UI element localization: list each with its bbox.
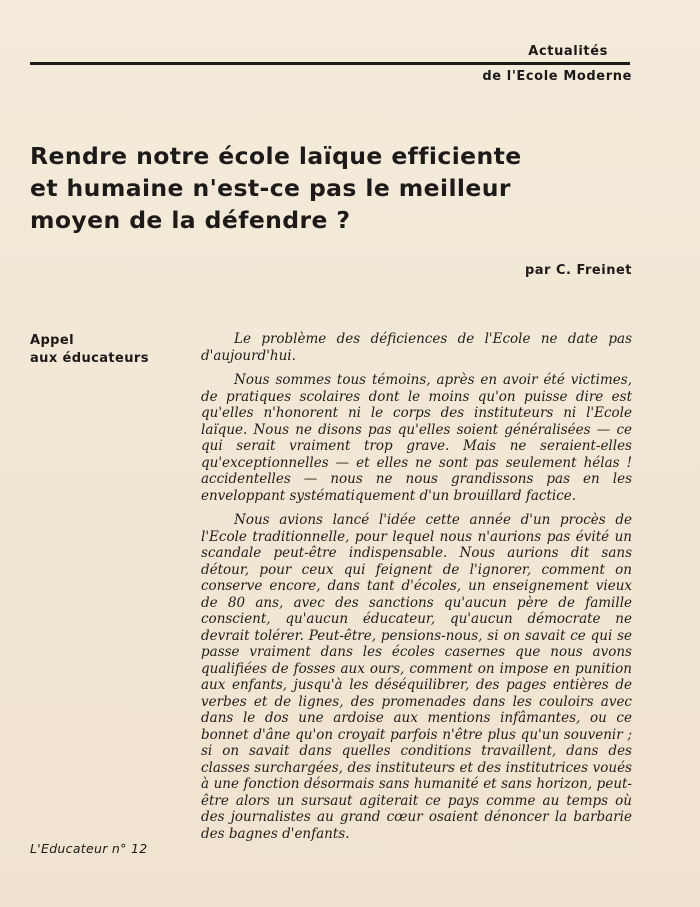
body-paragraph: Le problème des déficiences de l'Ecole ne date pas d'aujourd'hui.	[201, 331, 632, 364]
side-heading	[30, 332, 180, 368]
side-heading-line: Appel	[30, 333, 74, 348]
article-body	[201, 331, 632, 850]
section-rubric: Actualités	[528, 44, 608, 59]
article-title-line: Rendre notre école laïque efficiente	[30, 142, 522, 170]
journal-footer: L'Educateur n° 12	[30, 841, 148, 856]
body-paragraph: Nous avions lancé l'idée cette année d'un procès de l'Ecole traditionnelle, pour lequel nous n'aurions pas évité un scandale peut-être indispensable. Nous aurions dit sans détour, pour ceux qui feignent de l'ignorer, comment on conserve encore, dans tant d'écoles, un enseignement vieux de 80 ans, avec des sanctions qu'aucun père de famille conscient, qu'aucun éducateur, qu'aucun démocrate ne devrait tolérer. Peut-être, pensions-nous, si on savait ce qui se passe vraiment dans les écoles casernes que nous avons qualifiées de fosses aux ours, comment on impose en punition aux enfants, jusqu'à les déséquilibrer, des pages entières de verbes et de lignes, des promenades dans les couloirs avec dans le dos une ardoise aux mentions infâmantes, ou ce bonnet d'âne qu'on croyait parfois n'être plus qu'un souvenir ; si on savait dans quelles conditions travaillent, dans des classes surchargées, des instituteurs et des institutrices voués à une fonction désormais sans humanité et sans horizon, peut-être alors un sursaut agiterait ce pays comme au temps où des journalistes au grand cœur osaient dénoncer la barbarie des bagnes d'enfants.	[201, 512, 632, 842]
section-rubric-subtitle: de l'Ecole Moderne	[482, 69, 632, 84]
side-heading-line: aux éducateurs	[30, 351, 149, 366]
header-rule	[30, 62, 630, 65]
body-paragraph: Nous sommes tous témoins, après en avoir été victimes, de pratiques scolaires dont le moins qu'on puisse dire est qu'elles n'honorent ni le corps des instituteurs ni l'Ecole laïque. Nous ne disons pas qu'elles soient généralisées — ce qui serait vraiment trop grave. Mais ne seraient-elles qu'exceptionnelles — et elles ne sont pas seulement hélas ! accidentelles — nous ne nous grandissons pas en les enveloppant systématiquement d'un brouillard factice.	[201, 372, 632, 504]
article-title-line: et humaine n'est-ce pas le meilleur	[30, 174, 511, 202]
article-title-line: moyen de la défendre ?	[30, 206, 351, 234]
article-title	[30, 140, 630, 236]
article-author: par C. Freinet	[524, 263, 632, 278]
